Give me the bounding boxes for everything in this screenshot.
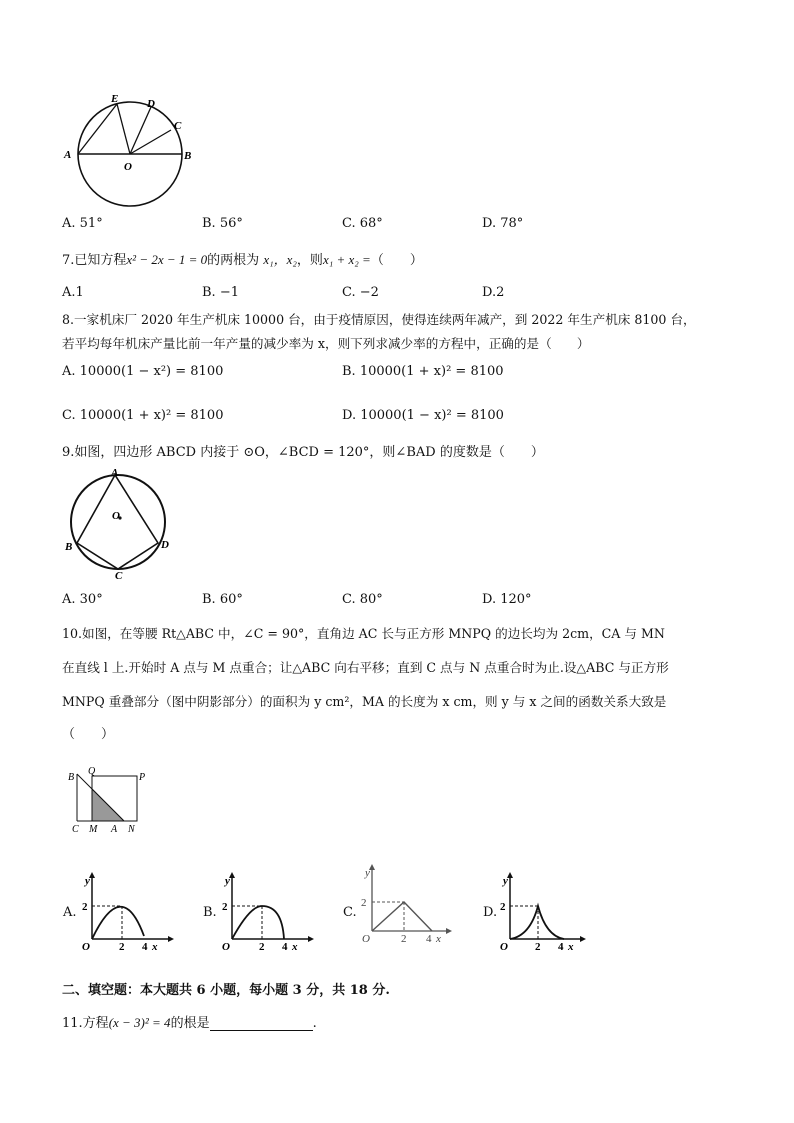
q7-mid: 的两根为 [207,253,260,268]
graph-c-x: x [436,933,441,945]
fig10-label-n: N [128,824,135,835]
graph-b-tick-mid: 2 [259,941,265,953]
q10-graph-option-c-label: C. [343,905,357,920]
q10-graph-option-d-label: D. [483,905,498,920]
graph-a-origin: O [82,941,90,953]
q10-line3: MNPQ 重叠部分（图中阴影部分）的面积为 y cm²，MA 的长度为 x cm，则 y 与 x 之间的函数关系大致是 [62,694,667,709]
q7-option-b: B. −1 [202,285,239,300]
fig6-label-e: E [111,93,119,105]
q10-square-figure [62,764,162,834]
q7-equation: x² − 2x − 1 = 0 [126,252,208,267]
q9-text: 9.如图，四边形 ABCD 内接于 ⊙O，∠BCD = 120°，则∠BAD 的度数是（ ） [62,445,544,460]
q7-option-c: C. −2 [342,285,379,300]
fig9-label-o: O [112,510,120,522]
fig6-label-b: B [184,150,192,162]
q7-then: ，则 [296,253,323,268]
q8-line2: 若平均每年机床产量比前一年产量的减少率为 x，则下列求减少率的方程中，正确的是（ ） [62,336,590,351]
q11-answer-blank[interactable] [210,1018,313,1031]
graph-b-y: y [225,875,230,887]
q7-expr: x₁ + x₂ = [322,252,371,267]
graph-c-tick-y: 2 [361,897,367,909]
graph-a-tick-end: 4 [142,941,148,953]
graph-d-tick-y: 2 [500,901,506,913]
graph-c-origin: O [362,933,370,945]
graph-d-tick-mid: 2 [535,941,541,953]
q6-circle-figure [60,92,200,212]
question-11 [62,1012,317,1031]
q7-paren: （ ） [370,253,423,268]
q9-option-d: D. 120° [482,592,532,607]
q8-option-d: D. 10000(1 − x)² = 8100 [342,408,504,423]
fig6-label-o: O [124,161,132,173]
fig9-label-a: A [111,467,119,479]
q11-prefix: 11.方程 [62,1016,109,1031]
q9-circle-figure [60,466,190,586]
q10-line1: 10.如图，在等腰 Rt△ABC 中，∠C = 90°，直角边 AC 长与正方形 MNPQ 的边长均为 2cm，CA 与 MN [62,626,665,641]
q9-option-c: C. 80° [342,592,383,607]
fig10-label-q: Q [88,766,96,777]
graph-d-x: x [568,941,574,953]
fig10-label-a: A [111,824,118,835]
q7-option-d: D.2 [482,285,505,300]
q6-option-b: B. 56° [202,216,243,231]
graph-b-tick-end: 4 [282,941,288,953]
q8-line1: 8.一家机床厂 2020 年生产机床 10000 台，由于疫情原因，使得连续两年减产，到 2022 年生产机床 8100 台， [62,312,696,327]
graph-d-tick-end: 4 [558,941,564,953]
graph-c-tick-mid: 2 [401,933,407,945]
graph-b-x: x [292,941,298,953]
fig6-label-a: A [64,149,72,161]
q6-option-d: D. 78° [482,216,524,231]
q6-option-a: A. 51° [62,216,103,231]
graph-a-tick-y: 2 [82,901,88,913]
graph-c-tick-end: 4 [426,933,432,945]
fig10-label-p: P [139,772,146,783]
graph-a-tick-mid: 2 [119,941,125,953]
q10-graph-option-b-label: B. [203,905,217,920]
graph-d-y: y [503,875,508,887]
q10-line4: （ ） [62,727,115,742]
fig9-label-c: C [115,570,123,582]
section-2-title: 二、填空题：本大题共 6 小题，每小题 3 分，共 18 分. [62,983,390,998]
fig10-label-b: B [68,772,75,783]
graph-d-origin: O [500,941,508,953]
fig9-label-b: B [65,541,73,553]
q8-option-b: B. 10000(1 + x)² = 8100 [342,364,504,379]
q10-graph-option-a-label: A. [63,905,77,920]
graph-b-tick-y: 2 [222,901,228,913]
q10-graph-a [80,870,175,953]
q11-suffix: 的根是 [170,1016,210,1031]
fig10-label-m: M [89,824,98,835]
q10-graph-d [498,870,593,953]
q7-option-a: A.1 [62,285,84,300]
fig6-label-d: D [147,98,155,110]
fig9-label-d: D [161,539,169,551]
q10-graph-b [220,870,315,953]
q8-option-a: A. 10000(1 − x²) = 8100 [62,364,224,379]
q11-equation: (x − 3)² = 4 [108,1015,171,1030]
q10-graph-c [358,862,453,945]
graph-a-y: y [85,875,90,887]
q6-option-c: C. 68° [342,216,383,231]
fig6-label-c: C [174,120,182,132]
q9-option-b: B. 60° [202,592,243,607]
q10-line2: 在直线 l 上.开始时 A 点与 M 点重合；让△ABC 向右平移；直到 C 点与 N 点重合时为止.设△ABC 与正方形 [62,660,669,675]
q7-roots: x₁，x₂ [263,252,297,267]
fig10-label-c: C [72,824,79,835]
q7-prefix: 7.已知方程 [62,253,127,268]
question-7 [62,249,423,268]
q8-option-c: C. 10000(1 + x)² = 8100 [62,408,224,423]
graph-a-x: x [152,941,158,953]
graph-b-origin: O [222,941,230,953]
q9-option-a: A. 30° [62,592,103,607]
graph-c-y: y [365,867,370,879]
q11-end: . [312,1016,317,1031]
